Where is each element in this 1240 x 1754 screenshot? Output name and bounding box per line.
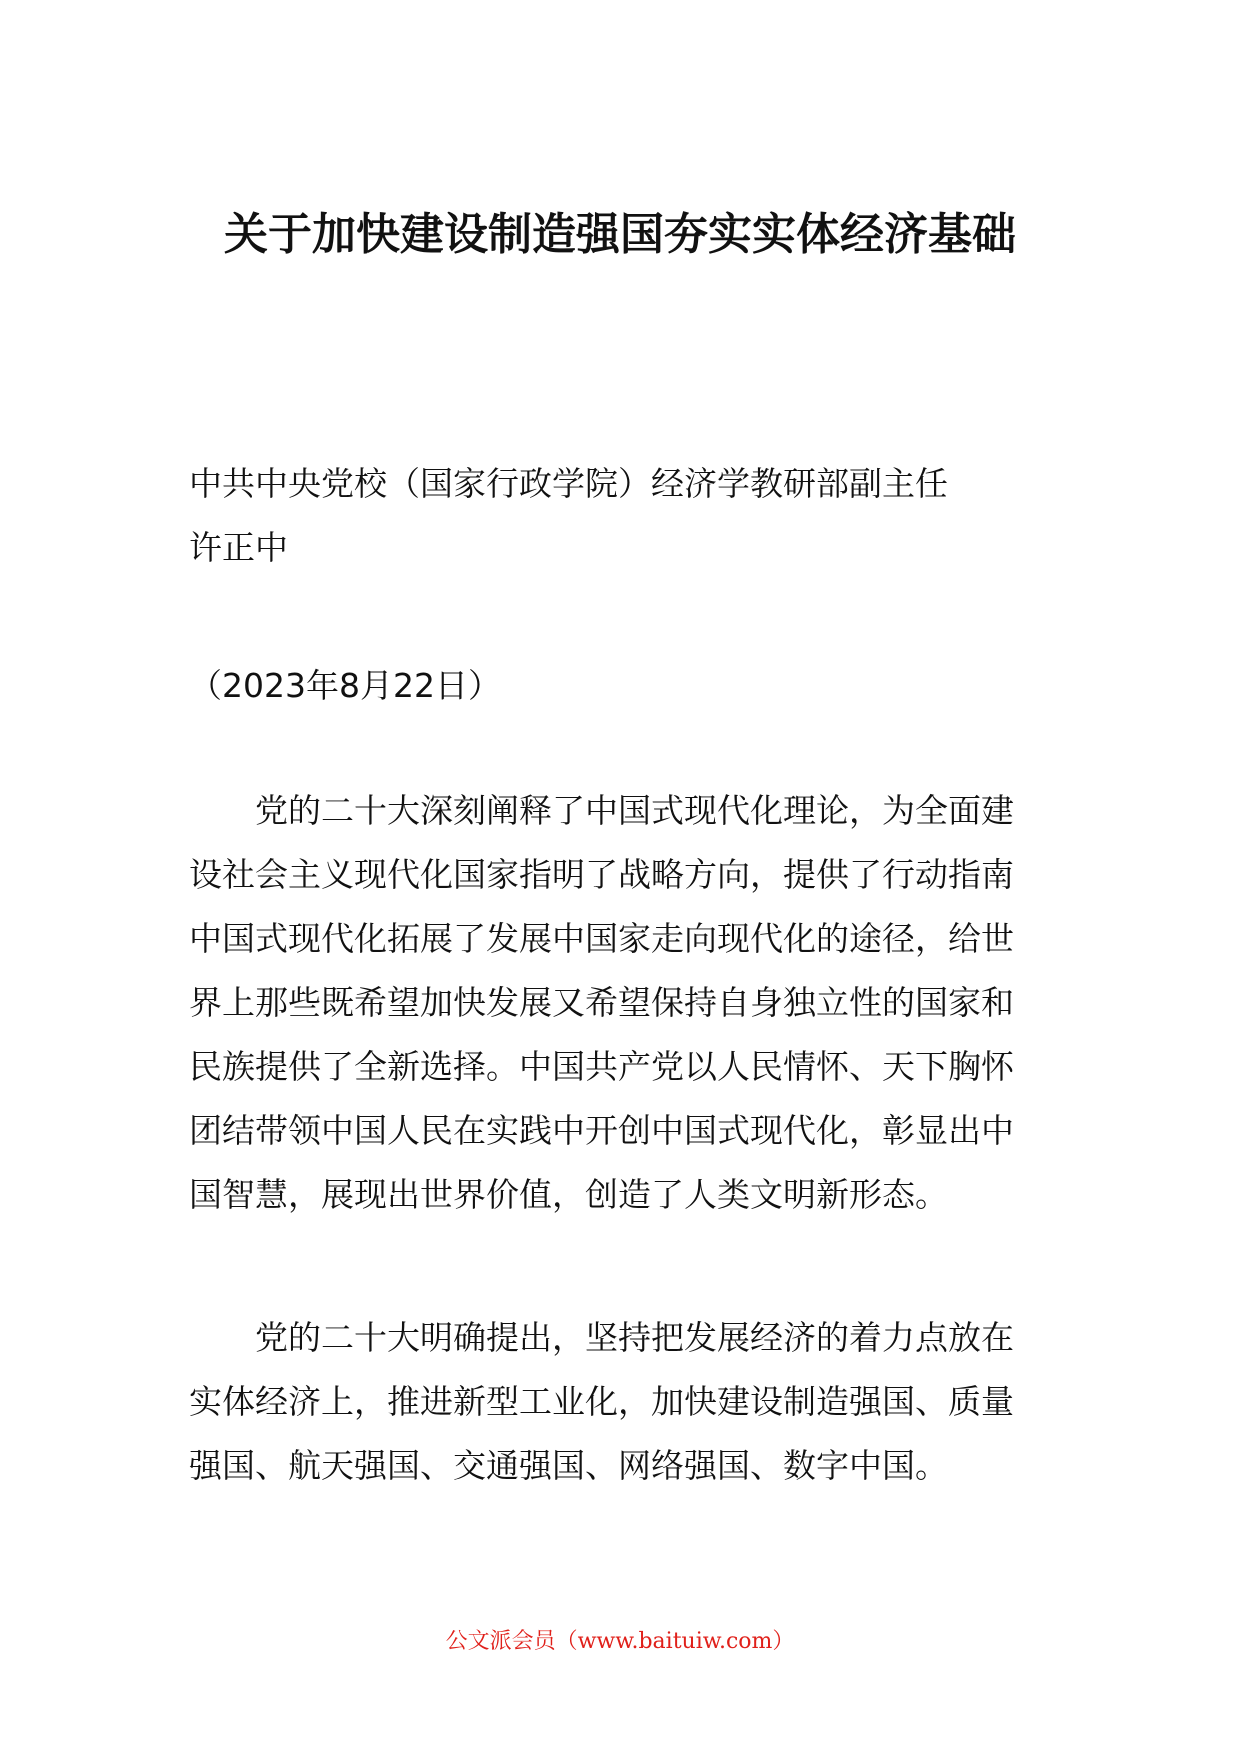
author-block xyxy=(189,452,1061,580)
document-date: （2023年8月22日） xyxy=(189,666,501,705)
footer-suffix: ） xyxy=(772,1629,795,1654)
paragraph-line: 设社会主义现代化国家指明了战略方向，提供了行动指南 xyxy=(189,855,1014,894)
paragraph-line: 界上那些既希望加快发展又希望保持自身独立性的国家和 xyxy=(189,983,1014,1022)
document-title: 关于加快建设制造强国夯实实体经济基础 xyxy=(224,209,1016,260)
paragraph-line: 民族提供了全新选择。中国共产党以人民情怀、天下胸怀 xyxy=(189,1047,1014,1086)
paragraph-line: 强国、航天强国、交通强国、网络强国、数字中国。 xyxy=(189,1446,948,1485)
paragraph-line: 实体经济上，推进新型工业化，加快建设制造强国、质量 xyxy=(189,1382,1014,1421)
author-affiliation: 中共中央党校（国家行政学院）经济学教研部副主任 xyxy=(189,464,948,503)
author-name: 许正中 xyxy=(189,528,288,567)
paragraph-2 xyxy=(189,1306,1061,1498)
paragraph-line: 党的二十大明确提出，坚持把发展经济的着力点放在 xyxy=(255,1318,1014,1357)
paragraph-line: 党的二十大深刻阐释了中国式现代化理论，为全面建 xyxy=(255,791,1014,830)
paragraph-line: 国智慧，展现出世界价值，创造了人类文明新形态。 xyxy=(189,1175,948,1214)
paragraph-line: 团结带领中国人民在实践中开创中国式现代化，彰显出中 xyxy=(189,1111,1014,1150)
paragraph-1 xyxy=(189,779,1061,1227)
paragraph-line: 中国式现代化拓展了发展中国家走向现代化的途径，给世 xyxy=(189,919,1014,958)
footer-url-link[interactable]: www.baituiw.com xyxy=(577,1629,773,1654)
footer-prefix: 公文派会员（ xyxy=(445,1629,578,1654)
footer-watermark xyxy=(0,1627,1240,1657)
